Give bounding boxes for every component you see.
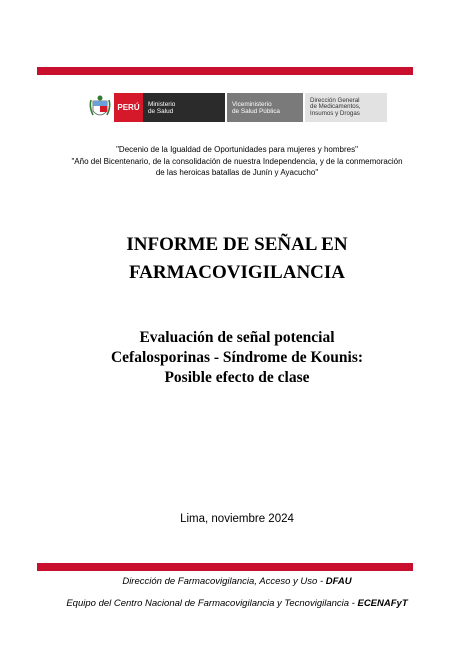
top-red-rule [37, 67, 413, 75]
direction-label: Dirección General de Medicamentos, Insumos y Drogas [305, 93, 387, 122]
government-banner [89, 93, 387, 122]
subtitle-line2: Cefalosporinas - Síndrome de Kounis: [110, 349, 364, 366]
place-date: Lima, noviembre 2024 [180, 513, 294, 525]
peru-coat-of-arms-icon [89, 93, 111, 122]
report-title-line2: FARMACOVIGILANCIA [128, 262, 346, 283]
year-motto-line-cont: de las heroicas batallas de Junín y Ayacucho" [155, 168, 319, 177]
subtitle-line1: Evaluación de señal potencial [139, 329, 335, 346]
bottom-red-rule [37, 563, 413, 571]
ministry-label: Ministerio de Salud [143, 93, 225, 122]
decenio-line: "Decenio de la Igualdad de Oportunidades para mujeres y hombres" [116, 145, 358, 154]
viceministry-label: Viceministerio de Salud Pública [227, 93, 303, 122]
footer-cenafyt: Equipo del Centro Nacional de Farmacovigilancia y Tecnovigilancia - ECENAFyT [66, 598, 408, 609]
footer-dfau: Dirección de Farmacovigilancia, Acceso y Uso - DFAU [122, 576, 352, 587]
report-title-line1: INFORME DE SEÑAL EN [126, 234, 348, 255]
year-motto-line: "Año del Bicentenario, de la consolidación de nuestra Independencia, y de la conmemoración [71, 157, 403, 166]
peru-label: PERÚ [114, 93, 143, 122]
subtitle-line3: Posible efecto de clase [164, 369, 310, 386]
